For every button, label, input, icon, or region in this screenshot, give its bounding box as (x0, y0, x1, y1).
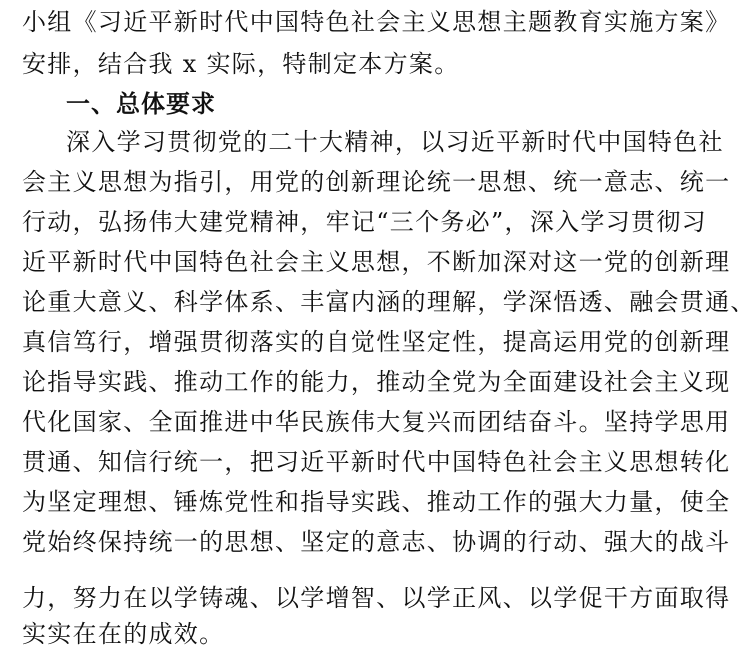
text-line-8: 真信笃行，增强贯彻落实的自觉性坚定性，提高运用党的创新理 (22, 328, 731, 356)
text-line-5: 行动，弘扬伟大建党精神，牢记“三个务必”，深入学习贯彻习 (22, 208, 707, 236)
text-line-3: 深入学习贯彻党的二十大精神，以习近平新时代中国特色社 (66, 128, 724, 156)
text-line-4: 会主义思想为指引，用党的创新理论统一思想、统一意志、统一 (22, 168, 731, 196)
text-line-7: 论重大意义、科学体系、丰富内涵的理解，学深悟透、融会贯通、 (22, 288, 756, 316)
text-line-2: 安排，结合我 x 实际，特制定本方案。 (22, 50, 460, 78)
text-line-1: 小组《习近平新时代中国特色社会主义思想主题教育实施方案》 (22, 8, 731, 36)
text-line-13: 党始终保持统一的思想、坚定的意志、协调的行动、强大的战斗 (22, 528, 731, 556)
text-line-11: 贯通、知信行统一，把习近平新时代中国特色社会主义思想转化 (22, 448, 731, 476)
text-line-10: 代化国家、全面推进中华民族伟大复兴而团结奋斗。坚持学思用 (22, 408, 731, 436)
text-line-9: 论指导实践、推动工作的能力，推动全党为全面建设社会主义现 (22, 368, 731, 396)
text-line-12: 为坚定理想、锤炼党性和指导实践、推动工作的强大力量，使全 (22, 488, 731, 516)
section-heading: 一、总体要求 (66, 90, 216, 118)
text-line-6: 近平新时代中国特色社会主义思想，不断加深对这一党的创新理 (22, 248, 731, 276)
text-line-15: 实实在在的成效。 (22, 620, 225, 648)
text-line-14: 力，努力在以学铸魂、以学增智、以学正风、以学促干方面取得 (22, 584, 731, 612)
